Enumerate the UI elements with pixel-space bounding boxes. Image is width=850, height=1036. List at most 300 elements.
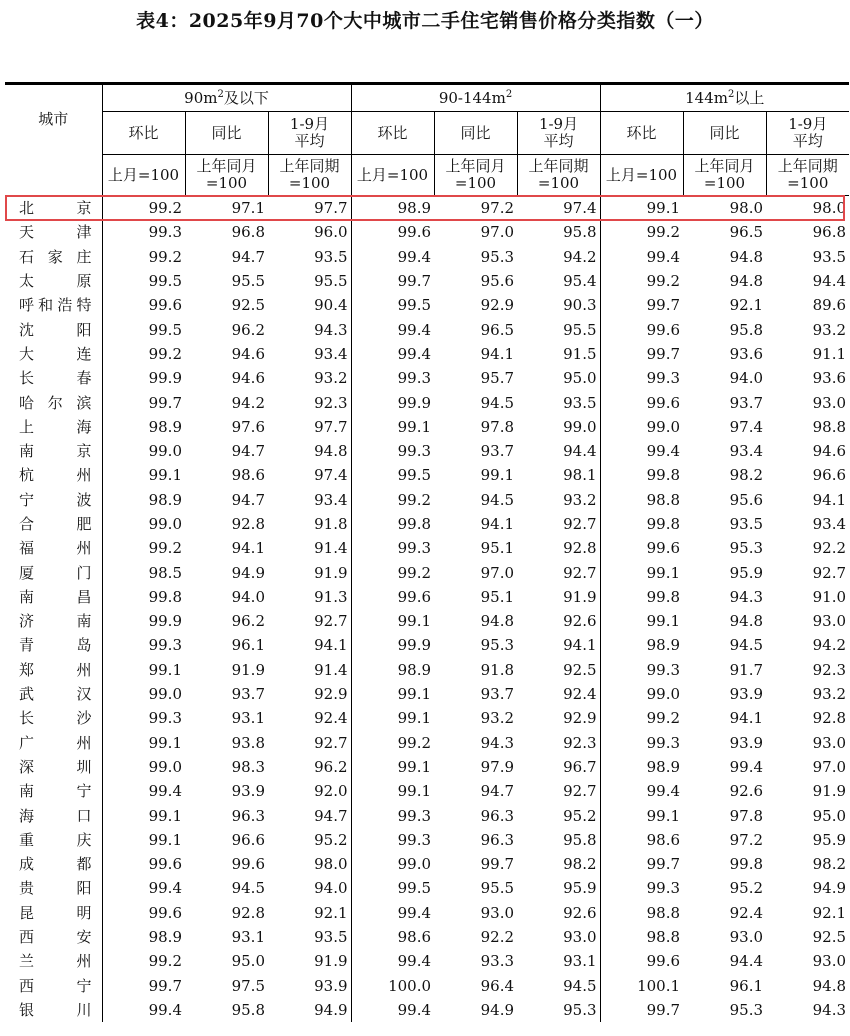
index-value: 99.2 (102, 536, 185, 560)
index-value: 91.1 (812, 344, 847, 363)
index-value: 96.1 (729, 976, 764, 995)
index-value: 99.5 (351, 463, 434, 487)
index-value: 98.9 (102, 415, 185, 439)
index-value: 99.6 (231, 855, 265, 874)
index-value: 99.4 (729, 757, 764, 776)
table-row (5, 658, 849, 682)
index-value: 94.9 (314, 1000, 348, 1019)
city-name: 上海 (19, 417, 92, 436)
group-header-small-main: 90m (184, 88, 218, 107)
index-value: 95.0 (812, 806, 847, 825)
index-value: 92.9 (314, 685, 348, 704)
subheader-yoy: 同比 (434, 112, 517, 155)
table-row (5, 901, 849, 925)
index-value: 94.5 (231, 879, 265, 898)
subheader-mom: 环比 (102, 112, 185, 155)
index-value: 91.9 (563, 587, 597, 606)
index-value: 92.6 (563, 612, 597, 631)
subheader-mom: 环比 (600, 112, 683, 155)
index-value: 91.9 (314, 563, 348, 582)
index-value: 93.5 (314, 928, 348, 947)
index-value: 93.9 (314, 976, 348, 995)
group-header-medium-sup: 2 (505, 88, 513, 100)
index-value: 96.2 (231, 612, 265, 631)
index-value: 94.3 (812, 1000, 847, 1019)
index-value: 97.4 (729, 417, 764, 436)
index-value: 97.7 (314, 417, 348, 436)
index-value: 92.8 (231, 515, 265, 533)
index-value: 93.4 (314, 344, 348, 363)
index-value: 92.2 (812, 539, 847, 558)
index-value: 99.4 (351, 245, 434, 269)
index-value: 91.9 (231, 660, 265, 679)
index-value: 98.8 (600, 925, 683, 949)
index-value: 93.6 (812, 369, 847, 388)
index-value: 92.7 (563, 515, 597, 533)
base-row (5, 155, 849, 196)
index-value: 93.2 (563, 490, 597, 509)
table-row (5, 293, 849, 317)
index-value: 92.7 (314, 612, 348, 631)
index-value: 98.2 (729, 466, 764, 485)
city-name: 沈阳 (19, 320, 92, 339)
index-value: 99.5 (351, 876, 434, 900)
subheader-avg: 1-9月 平均 (766, 112, 849, 155)
index-value: 97.4 (563, 199, 597, 218)
base-label-mom: 上月=100 (600, 155, 683, 196)
table-row (5, 828, 849, 852)
index-value: 92.7 (563, 563, 597, 582)
group-header-small-sup: 2 (217, 88, 224, 100)
index-value: 99.7 (600, 852, 683, 876)
index-value: 95.9 (729, 563, 764, 582)
index-value: 93.0 (812, 733, 847, 752)
index-value: 93.7 (729, 393, 764, 412)
index-value: 90.3 (563, 296, 597, 315)
index-value: 94.8 (480, 612, 515, 631)
index-value: 99.2 (102, 196, 185, 221)
index-value: 99.1 (351, 609, 434, 633)
city-name: 南宁 (19, 782, 92, 801)
index-value: 97.4 (314, 466, 348, 485)
index-value: 99.9 (351, 633, 434, 657)
index-value: 95.3 (480, 247, 515, 266)
table-row (5, 633, 849, 657)
index-value: 92.4 (314, 709, 348, 728)
index-value: 94.3 (480, 733, 515, 752)
index-value: 98.0 (729, 199, 764, 218)
index-value: 94.7 (231, 490, 265, 509)
index-value: 99.7 (600, 293, 683, 317)
index-value: 95.3 (480, 636, 515, 655)
index-value: 96.4 (480, 976, 515, 995)
group-header-large-sup: 2 (728, 88, 735, 100)
index-value: 94.2 (812, 636, 847, 655)
index-value: 94.1 (563, 636, 597, 655)
table-row (5, 998, 849, 1022)
index-value: 93.1 (563, 952, 597, 971)
table-row (5, 609, 849, 633)
city-name: 成都 (19, 855, 92, 874)
base-label-mom: 上月=100 (102, 155, 185, 196)
index-value: 98.9 (600, 633, 683, 657)
index-value: 97.0 (480, 223, 515, 242)
city-name: 北京 (19, 199, 92, 218)
index-value: 99.7 (600, 998, 683, 1022)
index-value: 99.3 (102, 633, 185, 657)
base-label-avg: 上年同期 =100 (517, 155, 600, 196)
table-header (5, 84, 849, 196)
index-value: 94.1 (480, 515, 515, 533)
index-value: 94.4 (812, 272, 847, 291)
index-value: 93.0 (563, 928, 597, 947)
index-value: 95.3 (729, 1000, 764, 1019)
index-value: 99.4 (351, 901, 434, 925)
city-name: 海口 (19, 806, 92, 825)
index-value: 96.7 (563, 757, 597, 776)
index-value: 99.0 (563, 417, 597, 436)
table-row (5, 220, 849, 244)
index-value: 97.2 (480, 199, 515, 218)
index-value: 95.5 (480, 879, 515, 898)
index-value: 94.9 (231, 563, 265, 582)
index-value: 92.5 (231, 296, 265, 315)
index-value: 99.4 (351, 317, 434, 341)
table-row (5, 779, 849, 803)
city-header-label: 城市 (38, 110, 69, 129)
index-value: 91.8 (480, 660, 515, 679)
index-value: 97.0 (480, 563, 515, 582)
index-value: 92.3 (563, 733, 597, 752)
city-name: 合肥 (19, 515, 92, 533)
index-value: 96.1 (231, 636, 265, 655)
table-row (5, 317, 849, 341)
index-value: 99.4 (102, 779, 185, 803)
city-name: 西安 (19, 928, 92, 947)
index-value: 91.3 (314, 587, 348, 606)
index-value: 98.3 (231, 757, 265, 776)
index-value: 95.1 (480, 587, 515, 606)
base-label-avg: 上年同期 =100 (268, 155, 351, 196)
table-row (5, 196, 849, 221)
index-value: 99.0 (600, 415, 683, 439)
index-value: 95.9 (563, 879, 597, 898)
index-value: 98.6 (231, 466, 265, 485)
index-value: 94.5 (480, 490, 515, 509)
index-value: 99.1 (480, 466, 515, 485)
city-name: 兰州 (19, 952, 92, 971)
table-row (5, 390, 849, 414)
index-value: 93.9 (231, 782, 265, 801)
price-index-table (5, 82, 849, 1022)
index-value: 98.2 (563, 855, 597, 874)
index-value: 92.9 (563, 709, 597, 728)
table-row (5, 488, 849, 512)
index-value: 97.5 (231, 976, 265, 995)
index-value: 94.7 (231, 247, 265, 266)
index-value: 96.3 (231, 806, 265, 825)
table-row (5, 415, 849, 439)
index-value: 97.8 (480, 417, 515, 436)
index-value: 98.8 (812, 417, 847, 436)
city-name: 广州 (19, 733, 92, 752)
city-name: 呼和浩特 (19, 296, 92, 315)
index-value: 99.6 (600, 536, 683, 560)
index-value: 99.3 (351, 366, 434, 390)
index-value: 93.1 (231, 709, 265, 728)
index-value: 99.1 (102, 828, 185, 852)
index-value: 93.4 (729, 442, 764, 461)
index-value: 94.0 (729, 369, 764, 388)
index-value: 90.4 (314, 296, 348, 315)
index-value: 99.1 (351, 706, 434, 730)
city-name: 长春 (19, 369, 92, 388)
index-value: 99.6 (351, 220, 434, 244)
index-value: 91.9 (314, 952, 348, 971)
index-value: 91.8 (314, 515, 348, 533)
index-value: 99.6 (600, 949, 683, 973)
index-value: 99.4 (102, 998, 185, 1022)
index-value: 97.2 (729, 830, 764, 849)
index-value: 98.0 (812, 199, 847, 218)
index-value: 91.9 (812, 782, 847, 801)
city-name: 重庆 (19, 830, 92, 849)
index-value: 94.3 (314, 320, 348, 339)
index-value: 99.1 (102, 658, 185, 682)
city-column-header (5, 84, 102, 155)
index-value: 99.4 (351, 998, 434, 1022)
index-value: 96.0 (314, 223, 348, 242)
index-value: 99.1 (351, 415, 434, 439)
index-value: 99.4 (600, 245, 683, 269)
index-value: 93.9 (729, 685, 764, 704)
group-header-large (600, 84, 849, 112)
table-row (5, 949, 849, 973)
group-header-medium-main: 90-144m (438, 88, 506, 107)
city-name: 银川 (19, 1000, 92, 1019)
index-value: 94.4 (563, 442, 597, 461)
index-value: 99.0 (102, 755, 185, 779)
index-value: 95.5 (314, 272, 348, 291)
index-value: 92.8 (812, 709, 847, 728)
index-value: 94.1 (812, 490, 847, 509)
index-value: 99.4 (600, 779, 683, 803)
city-name: 天津 (19, 223, 92, 242)
index-value: 98.8 (600, 901, 683, 925)
base-label-avg: 上年同期 =100 (766, 155, 849, 196)
index-value: 99.0 (102, 439, 185, 463)
table-row (5, 560, 849, 584)
index-value: 96.3 (480, 806, 515, 825)
index-value: 94.6 (231, 344, 265, 363)
city-name: 宁波 (19, 490, 92, 509)
index-value: 98.2 (812, 855, 847, 874)
index-value: 94.8 (729, 612, 764, 631)
index-value: 91.7 (729, 660, 764, 679)
city-name: 济南 (19, 612, 92, 631)
index-value: 95.3 (563, 1000, 597, 1019)
city-name: 昆明 (19, 903, 92, 922)
index-value: 95.2 (729, 879, 764, 898)
index-value: 93.0 (480, 903, 515, 922)
index-value: 95.3 (729, 539, 764, 558)
index-value: 99.2 (102, 245, 185, 269)
index-value: 92.6 (729, 782, 764, 801)
index-value: 92.3 (314, 393, 348, 412)
table-row (5, 536, 849, 560)
subheader-avg: 1-9月 平均 (517, 112, 600, 155)
index-value: 99.1 (600, 560, 683, 584)
index-value: 93.2 (812, 685, 847, 704)
index-value: 95.0 (231, 952, 265, 971)
index-value: 99.5 (351, 293, 434, 317)
table-row (5, 585, 849, 609)
index-value: 99.1 (102, 803, 185, 827)
group-header-small-tail: 及以下 (223, 88, 269, 107)
index-value: 93.5 (729, 515, 764, 533)
index-value: 94.1 (314, 636, 348, 655)
index-value: 96.2 (314, 757, 348, 776)
index-value: 99.6 (102, 852, 185, 876)
index-value: 99.8 (600, 585, 683, 609)
group-header-large-main: 144m (685, 88, 728, 107)
index-value: 99.6 (600, 390, 683, 414)
index-value: 98.9 (102, 488, 185, 512)
index-value: 92.4 (729, 903, 764, 922)
table-row (5, 245, 849, 269)
index-value: 94.6 (231, 369, 265, 388)
subheader-yoy: 同比 (683, 112, 766, 155)
index-value: 95.2 (314, 830, 348, 849)
city-name: 西宁 (19, 976, 92, 995)
index-value: 99.3 (600, 876, 683, 900)
index-value: 94.7 (314, 806, 348, 825)
index-value: 91.5 (563, 344, 597, 363)
index-value: 99.7 (351, 269, 434, 293)
index-value: 99.8 (102, 585, 185, 609)
index-value: 99.3 (351, 803, 434, 827)
index-value: 94.0 (314, 879, 348, 898)
index-value: 99.3 (600, 658, 683, 682)
index-value: 99.9 (102, 366, 185, 390)
index-value: 99.4 (351, 342, 434, 366)
index-value: 92.5 (812, 928, 847, 947)
index-value: 94.5 (563, 976, 597, 995)
index-value: 95.7 (480, 369, 515, 388)
price-index-table-container (5, 82, 845, 1022)
index-value: 98.8 (600, 488, 683, 512)
index-value: 99.7 (102, 390, 185, 414)
index-value: 99.2 (351, 560, 434, 584)
index-value: 93.8 (231, 733, 265, 752)
city-name: 福州 (19, 539, 92, 558)
base-row-city-cell (5, 155, 102, 196)
index-value: 95.9 (812, 830, 847, 849)
index-value: 92.6 (563, 903, 597, 922)
index-value: 94.8 (812, 976, 847, 995)
index-value: 92.2 (480, 928, 515, 947)
index-value: 95.8 (563, 223, 597, 242)
index-value: 92.1 (812, 903, 847, 922)
table-row (5, 682, 849, 706)
index-value: 99.2 (102, 342, 185, 366)
index-value: 99.6 (102, 293, 185, 317)
index-value: 94.5 (480, 393, 515, 412)
index-value: 97.7 (314, 199, 348, 218)
index-value: 94.8 (314, 442, 348, 461)
subheader-avg: 1-9月 平均 (268, 112, 351, 155)
index-value: 98.6 (351, 925, 434, 949)
index-value: 99.4 (600, 439, 683, 463)
index-value: 95.5 (563, 320, 597, 339)
index-value: 93.0 (812, 612, 847, 631)
group-header-large-tail: 以上 (734, 88, 765, 107)
table-body (5, 196, 849, 1023)
table-row (5, 755, 849, 779)
index-value: 99.1 (351, 779, 434, 803)
index-value: 91.4 (314, 539, 348, 558)
index-value: 91.4 (314, 660, 348, 679)
index-value: 92.1 (314, 903, 348, 922)
base-label-yoy: 上年同月 =100 (185, 155, 268, 196)
index-value: 98.0 (314, 855, 348, 874)
index-value: 93.0 (812, 952, 847, 971)
city-name: 石家庄 (19, 247, 92, 266)
index-value: 95.6 (729, 490, 764, 509)
index-value: 99.1 (351, 682, 434, 706)
table-row (5, 925, 849, 949)
index-value: 96.6 (231, 830, 265, 849)
index-value: 98.1 (563, 466, 597, 485)
index-value: 96.8 (231, 223, 265, 242)
index-value: 93.0 (729, 928, 764, 947)
index-value: 92.5 (563, 660, 597, 679)
index-value: 98.6 (600, 828, 683, 852)
index-value: 92.7 (812, 563, 847, 582)
table-row (5, 366, 849, 390)
index-value: 99.8 (729, 855, 764, 874)
index-value: 94.0 (231, 587, 265, 606)
index-value: 98.9 (351, 196, 434, 221)
index-value: 92.8 (231, 903, 265, 922)
index-value: 99.1 (600, 196, 683, 221)
subheader-mom: 环比 (351, 112, 434, 155)
index-value: 99.1 (102, 463, 185, 487)
table-row (5, 439, 849, 463)
index-value: 98.9 (102, 925, 185, 949)
index-value: 94.7 (480, 782, 515, 801)
index-value: 94.1 (231, 539, 265, 558)
index-value: 97.1 (231, 199, 265, 218)
city-name: 哈尔滨 (19, 393, 92, 412)
index-value: 93.2 (480, 709, 515, 728)
index-value: 93.1 (231, 928, 265, 947)
index-value: 99.5 (102, 269, 185, 293)
index-value: 99.7 (480, 855, 515, 874)
index-value: 99.3 (600, 366, 683, 390)
index-value: 95.1 (480, 539, 515, 558)
city-name: 贵阳 (19, 879, 92, 898)
index-value: 99.2 (351, 731, 434, 755)
city-name: 太原 (19, 272, 92, 291)
index-value: 99.0 (600, 682, 683, 706)
subheader-yoy: 同比 (185, 112, 268, 155)
index-value: 99.8 (600, 463, 683, 487)
index-value: 97.9 (480, 757, 515, 776)
index-value: 94.1 (480, 344, 515, 363)
index-value: 96.3 (480, 830, 515, 849)
index-value: 94.5 (729, 636, 764, 655)
